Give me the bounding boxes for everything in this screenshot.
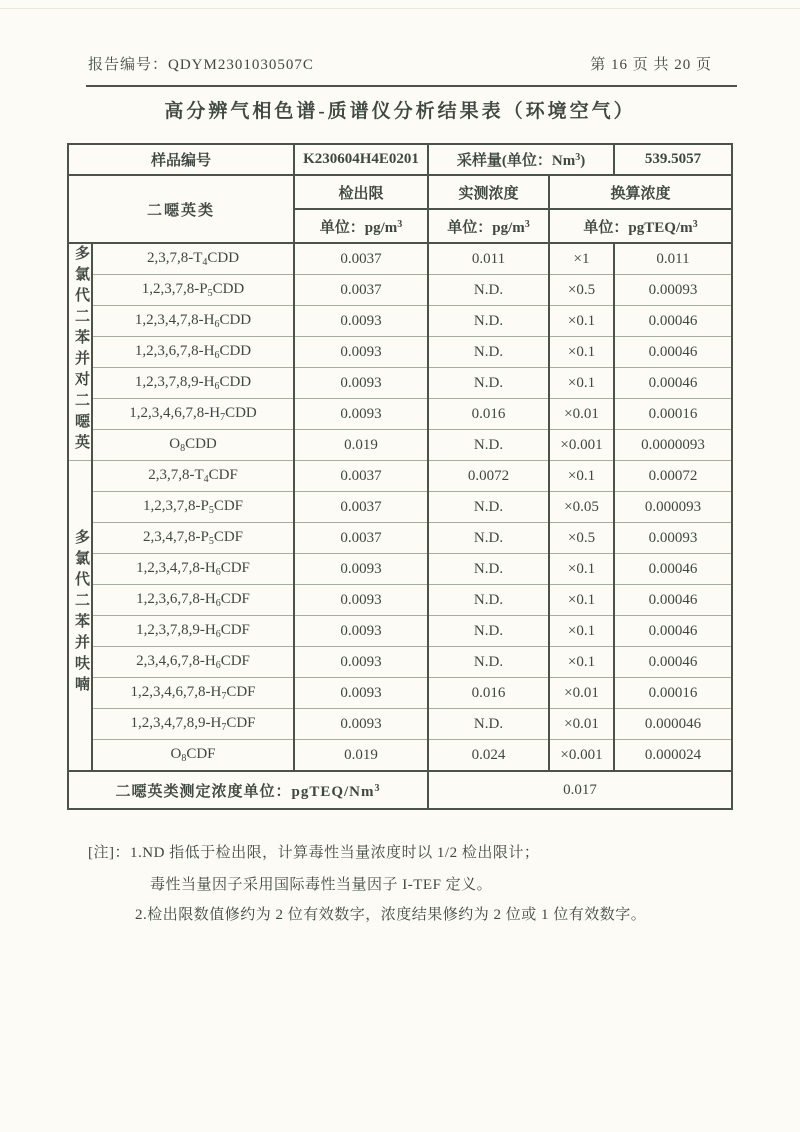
detection-limit-cell: 0.0093	[294, 306, 428, 337]
detection-limit-cell: 0.0093	[294, 678, 428, 709]
congener-row	[68, 337, 732, 368]
congener-name-cell: $1,2,3,4,7,8,9-H_7CDF$	[92, 709, 294, 740]
teq-value-cell: 0.00072	[614, 461, 732, 492]
teq-value-cell: 0.011	[614, 243, 732, 275]
congener-row	[68, 523, 732, 554]
congener-name-cell: $1,2,3,7,8,9-H_6CDF$	[92, 616, 294, 647]
sample-info-row	[68, 144, 732, 175]
dioxin-class-header: 二噁英类	[68, 175, 294, 243]
teq-total-row	[68, 771, 732, 809]
sample-volume-value: 539.5057	[614, 144, 732, 175]
teq-value-cell: 0.00016	[614, 399, 732, 430]
measured-conc-header: 实测浓度	[428, 175, 549, 209]
document-title: 高分辨气相色谱-质谱仪分析结果表（环境空气）	[164, 101, 636, 122]
congener-row	[68, 275, 732, 306]
congener-row	[68, 368, 732, 399]
group-label-pcdf: 多氯代二苯并呋喃	[68, 461, 92, 772]
teq-value-cell: 0.00093	[614, 275, 732, 306]
congener-name-cell: $2,3,4,6,7,8-H_6CDF$	[92, 647, 294, 678]
teq-value-cell: 0.00046	[614, 647, 732, 678]
congener-name-cell: $O_8CDF$	[92, 740, 294, 772]
tef-factor-cell: ×0.1	[549, 306, 614, 337]
scan-edge-line	[0, 8, 800, 9]
teq-value-cell: 0.00046	[614, 554, 732, 585]
detection-limit-cell: 0.0093	[294, 399, 428, 430]
congener-name-cell: $1,2,3,7,8,9-H_6CDD$	[92, 368, 294, 399]
tef-factor-cell: ×0.05	[549, 492, 614, 523]
teq-value-cell: 0.00016	[614, 678, 732, 709]
tef-factor-cell: ×0.1	[549, 554, 614, 585]
measured-conc-cell: N.D.	[428, 523, 549, 554]
measured-conc-cell: 0.011	[428, 243, 549, 275]
congener-row	[68, 399, 732, 430]
congener-row	[68, 585, 732, 616]
congener-name-cell: $1,2,3,6,7,8-H_6CDD$	[92, 337, 294, 368]
measured-conc-cell: N.D.	[428, 337, 549, 368]
teq-value-cell: 0.00093	[614, 523, 732, 554]
detection-limit-cell: 0.0093	[294, 368, 428, 399]
detection-limit-cell: 0.0037	[294, 243, 428, 275]
measured-conc-cell: N.D.	[428, 492, 549, 523]
report-number: 报告编号：QDYM2301030507C	[88, 57, 314, 73]
detection-limit-cell: 0.0037	[294, 461, 428, 492]
detection-limit-unit: 单位：$pg/m^3$	[294, 209, 428, 243]
tef-factor-cell: ×0.5	[549, 523, 614, 554]
converted-conc-header: 换算浓度	[549, 175, 732, 209]
notes-section	[88, 843, 740, 926]
tef-factor-cell: ×0.1	[549, 368, 614, 399]
congener-row	[68, 430, 732, 461]
congener-name-cell: $2,3,4,7,8-P_5CDF$	[92, 523, 294, 554]
measured-conc-cell: N.D.	[428, 616, 549, 647]
detection-limit-cell: 0.0093	[294, 616, 428, 647]
tef-factor-cell: ×0.01	[549, 678, 614, 709]
tef-factor-cell: ×0.1	[549, 616, 614, 647]
measured-conc-cell: N.D.	[428, 368, 549, 399]
measured-conc-cell: N.D.	[428, 554, 549, 585]
tef-factor-cell: ×0.01	[549, 399, 614, 430]
measured-conc-cell: N.D.	[428, 430, 549, 461]
congener-name-cell: $1,2,3,4,6,7,8-H_7CDF$	[92, 678, 294, 709]
column-header-row	[68, 175, 732, 209]
detection-limit-cell: 0.0093	[294, 585, 428, 616]
teq-value-cell: 0.00046	[614, 337, 732, 368]
congener-row	[68, 492, 732, 523]
detection-limit-cell: 0.019	[294, 740, 428, 772]
note-line-3: 2.检出限数值修约为 2 位有效数字，浓度结果修约为 2 位或 1 位有效数字。	[135, 907, 647, 923]
detection-limit-header: 检出限	[294, 175, 428, 209]
detection-limit-cell: 0.0037	[294, 275, 428, 306]
tef-factor-cell: ×0.1	[549, 585, 614, 616]
measured-conc-cell: N.D.	[428, 275, 549, 306]
teq-value-cell: 0.000024	[614, 740, 732, 772]
congener-row	[68, 647, 732, 678]
detection-limit-cell: 0.0037	[294, 492, 428, 523]
teq-value-cell: 0.000046	[614, 709, 732, 740]
measured-conc-unit: 单位：$pg/m^3$	[428, 209, 549, 243]
teq-value-cell: 0.00046	[614, 306, 732, 337]
measured-conc-cell: 0.016	[428, 678, 549, 709]
sample-id-label: 样品编号	[68, 144, 294, 175]
congener-row	[68, 616, 732, 647]
measured-conc-cell: 0.016	[428, 399, 549, 430]
measured-conc-cell: N.D.	[428, 585, 549, 616]
tef-factor-cell: ×0.01	[549, 709, 614, 740]
analysis-results-table	[67, 143, 733, 810]
header-rule	[86, 85, 737, 87]
tef-factor-cell: ×0.5	[549, 275, 614, 306]
congener-name-cell: $1,2,3,7,8-P_5CDF$	[92, 492, 294, 523]
teq-value-cell: 0.00046	[614, 585, 732, 616]
teq-value-cell: 0.00046	[614, 616, 732, 647]
tef-factor-cell: ×0.1	[549, 337, 614, 368]
teq-value-cell: 0.0000093	[614, 430, 732, 461]
note-line-1: [注]：1.ND 指低于检出限，计算毒性当量浓度时以 1/2 检出限计；	[88, 845, 540, 861]
congener-name-cell: $1,2,3,4,6,7,8-H_7CDD$	[92, 399, 294, 430]
congener-name-cell: $1,2,3,6,7,8-H_6CDF$	[92, 585, 294, 616]
congener-row	[68, 554, 732, 585]
measured-conc-cell: N.D.	[428, 647, 549, 678]
detection-limit-cell: 0.019	[294, 430, 428, 461]
measured-conc-cell: N.D.	[428, 306, 549, 337]
sample-id-value: K230604H4E0201	[294, 144, 428, 175]
congener-name-cell: $2,3,7,8-T_4CDF$	[92, 461, 294, 492]
teq-total-label: 二噁英类测定浓度单位：pgTEQ/Nm$^3$	[68, 771, 428, 809]
congener-name-cell: $1,2,3,4,7,8-H_6CDD$	[92, 306, 294, 337]
congener-row	[68, 678, 732, 709]
note-line-2: 毒性当量因子采用国际毒性当量因子 I-TEF 定义。	[150, 877, 493, 893]
congener-name-cell: $O_8CDD$	[92, 430, 294, 461]
sample-volume-label: 采样量(单位：Nm$^3$)	[428, 144, 614, 175]
congener-row	[68, 306, 732, 337]
report-header	[88, 54, 712, 76]
group-label-pcdd: 多氯代二苯并对二噁英	[68, 243, 92, 461]
converted-conc-unit: 单位：pgTEQ/$m^3$	[549, 209, 732, 243]
detection-limit-cell: 0.0093	[294, 554, 428, 585]
congener-row	[68, 243, 732, 275]
congener-row	[68, 709, 732, 740]
page-indicator: 第 16 页 共 20 页	[590, 57, 712, 73]
tef-factor-cell: ×0.001	[549, 740, 614, 772]
teq-total-value: 0.017	[428, 771, 732, 809]
tef-factor-cell: ×0.1	[549, 461, 614, 492]
note-label: [注]：	[88, 845, 130, 861]
congener-name-cell: $1,2,3,7,8-P_5CDD$	[92, 275, 294, 306]
measured-conc-cell: 0.0072	[428, 461, 549, 492]
teq-value-cell: 0.00046	[614, 368, 732, 399]
congener-name-cell: $2,3,7,8-T_4CDD$	[92, 243, 294, 275]
measured-conc-cell: N.D.	[428, 709, 549, 740]
detection-limit-cell: 0.0093	[294, 337, 428, 368]
tef-factor-cell: ×0.001	[549, 430, 614, 461]
tef-factor-cell: ×0.1	[549, 647, 614, 678]
congener-name-cell: $1,2,3,4,7,8-H_6CDF$	[92, 554, 294, 585]
tef-factor-cell: ×1	[549, 243, 614, 275]
detection-limit-cell: 0.0093	[294, 647, 428, 678]
teq-value-cell: 0.000093	[614, 492, 732, 523]
detection-limit-cell: 0.0037	[294, 523, 428, 554]
measured-conc-cell: 0.024	[428, 740, 549, 772]
congener-row	[68, 740, 732, 772]
congener-row	[68, 461, 732, 492]
detection-limit-cell: 0.0093	[294, 709, 428, 740]
